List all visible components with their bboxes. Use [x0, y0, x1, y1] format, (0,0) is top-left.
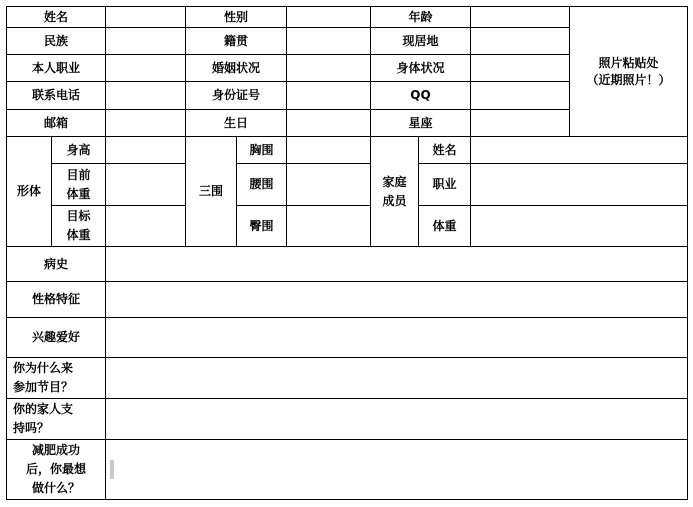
family-members-label: 家庭 成员	[371, 137, 419, 247]
occupation-field[interactable]	[106, 55, 186, 82]
height-field[interactable]	[106, 137, 186, 164]
health-status-label: 身体状况	[371, 55, 471, 82]
form-row-personality	[7, 282, 688, 318]
marital-status-field[interactable]	[287, 55, 371, 82]
phone-field[interactable]	[106, 82, 186, 110]
health-status-field[interactable]	[471, 55, 570, 82]
family-weight-field[interactable]	[471, 206, 688, 247]
qq-label: QQ	[371, 82, 471, 110]
target-weight-label: 目标 体重	[52, 206, 106, 247]
gender-label: 性别	[186, 7, 287, 28]
form-row-medical	[7, 247, 688, 282]
chest-label: 胸围	[237, 137, 287, 164]
three-measurements-label: 三围	[186, 137, 237, 247]
text-cursor	[110, 460, 114, 479]
application-form	[6, 6, 688, 500]
residence-field[interactable]	[471, 28, 570, 55]
marital-status-label: 婚姻状况	[186, 55, 287, 82]
native-place-label: 籍贯	[186, 28, 287, 55]
photo-area[interactable]: 照片粘贴处 （近期照片！）	[570, 7, 688, 137]
waist-label: 腰围	[237, 164, 287, 206]
form-row-after-success	[7, 440, 688, 500]
form-row-body-3	[7, 206, 688, 247]
form-row-body-2	[7, 164, 688, 206]
why-join-field[interactable]	[106, 358, 688, 399]
birthday-field[interactable]	[287, 110, 371, 137]
email-field[interactable]	[106, 110, 186, 137]
email-label: 邮箱	[7, 110, 106, 137]
family-name-label: 姓名	[419, 137, 471, 164]
form-row-family-support	[7, 399, 688, 440]
form-row-why-join	[7, 358, 688, 399]
current-weight-label: 目前 体重	[52, 164, 106, 206]
why-join-label: 你为什么来 参加节目？	[7, 358, 106, 399]
form-row-hobbies	[7, 318, 688, 358]
ethnicity-field[interactable]	[106, 28, 186, 55]
constellation-label: 星座	[371, 110, 471, 137]
name-label: 姓名	[7, 7, 106, 28]
constellation-field[interactable]	[471, 110, 570, 137]
current-weight-field[interactable]	[106, 164, 186, 206]
after-success-label: 减肥成功 后，你最想 做什么？	[7, 440, 106, 500]
family-support-label: 你的家人支 持吗？	[7, 399, 106, 440]
occupation-label: 本人职业	[7, 55, 106, 82]
family-name-field[interactable]	[471, 137, 688, 164]
family-weight-label: 体重	[419, 206, 471, 247]
residence-label: 现居地	[371, 28, 471, 55]
after-success-field[interactable]	[106, 440, 688, 500]
birthday-label: 生日	[186, 110, 287, 137]
qq-field[interactable]	[471, 82, 570, 110]
form-row-name	[7, 7, 688, 28]
ethnicity-label: 民族	[7, 28, 106, 55]
phone-label: 联系电话	[7, 82, 106, 110]
chest-field[interactable]	[287, 137, 371, 164]
name-field[interactable]	[106, 7, 186, 28]
target-weight-field[interactable]	[106, 206, 186, 247]
personality-field[interactable]	[106, 282, 688, 318]
gender-field[interactable]	[287, 7, 371, 28]
age-field[interactable]	[471, 7, 570, 28]
native-place-field[interactable]	[287, 28, 371, 55]
personality-label: 性格特征	[7, 282, 106, 318]
id-number-field[interactable]	[287, 82, 371, 110]
hip-label: 臀围	[237, 206, 287, 247]
form-row-body-1	[7, 137, 688, 164]
age-label: 年龄	[371, 7, 471, 28]
hobbies-field[interactable]	[106, 318, 688, 358]
waist-field[interactable]	[287, 164, 371, 206]
hip-field[interactable]	[287, 206, 371, 247]
medical-history-field[interactable]	[106, 247, 688, 282]
family-occupation-label: 职业	[419, 164, 471, 206]
medical-history-label: 病史	[7, 247, 106, 282]
family-occupation-field[interactable]	[471, 164, 688, 206]
id-number-label: 身份证号	[186, 82, 287, 110]
body-shape-label: 形体	[7, 137, 52, 247]
family-support-field[interactable]	[106, 399, 688, 440]
hobbies-label: 兴趣爱好	[7, 318, 106, 358]
height-label: 身高	[52, 137, 106, 164]
